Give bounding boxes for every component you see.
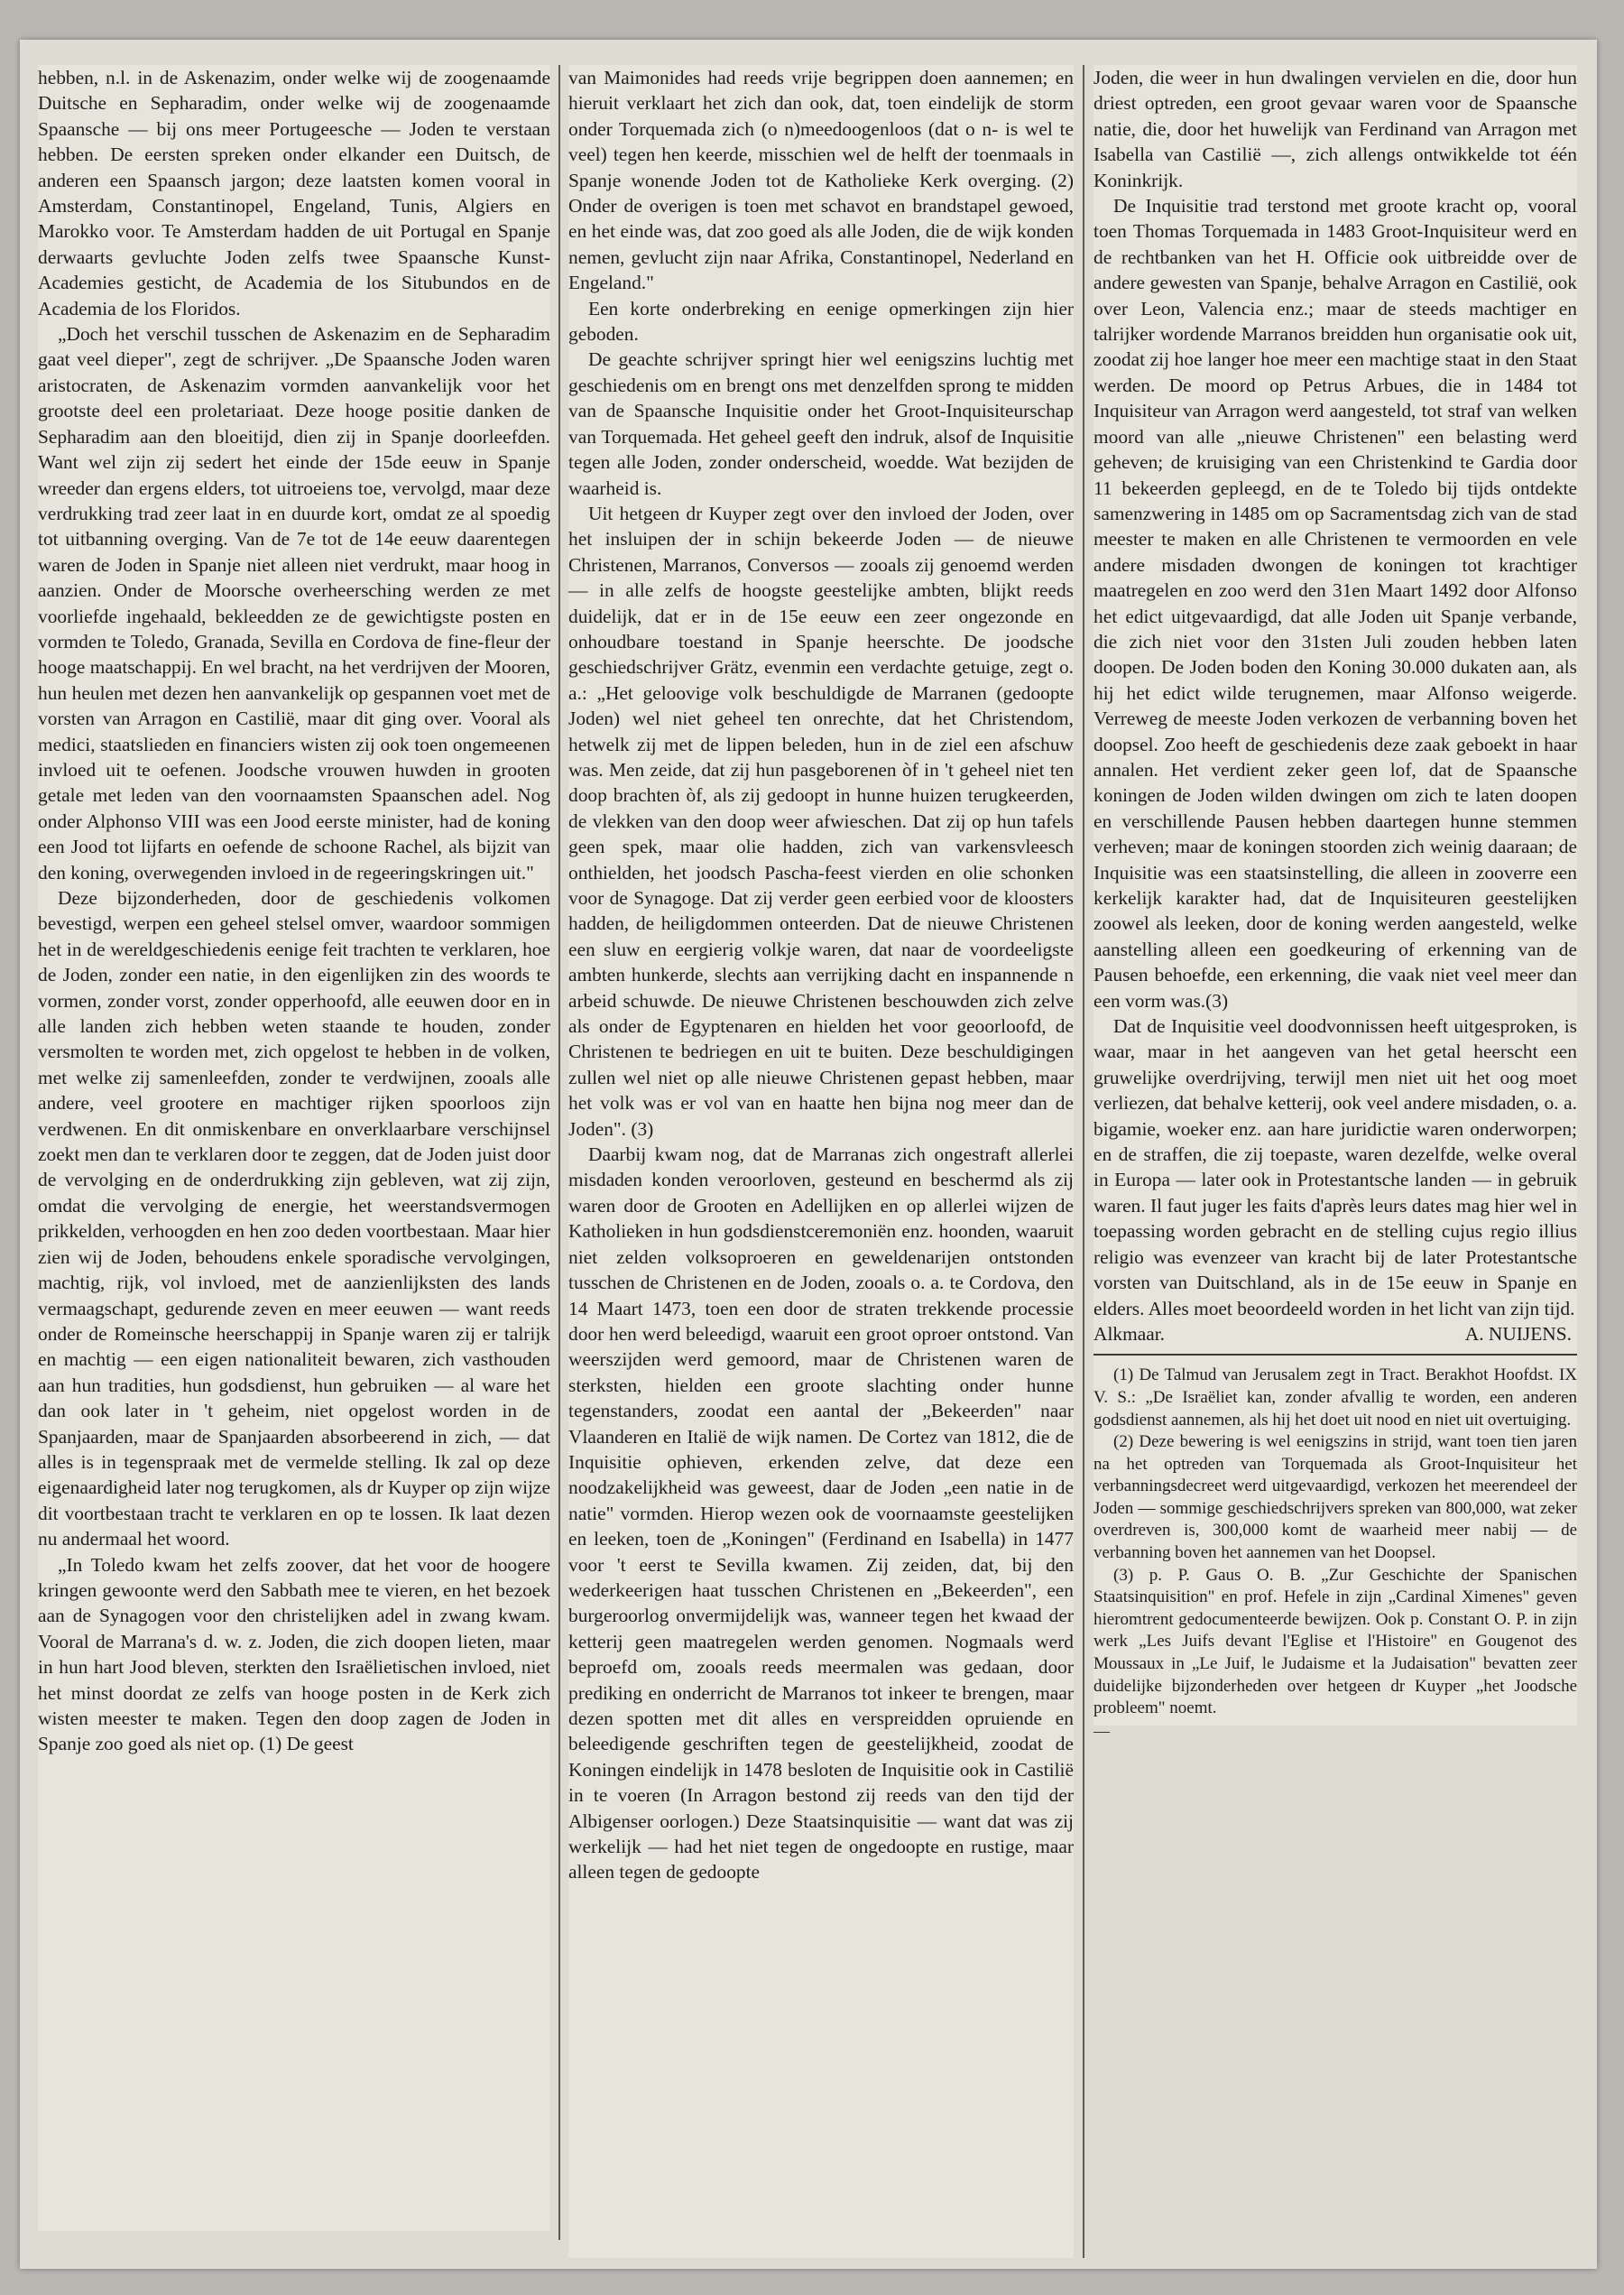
article-signature [1093, 1321, 1577, 1346]
footnote-divider [1093, 1354, 1577, 1356]
article-paragraph: „Doch het verschil tusschen de Askenazim en de Sepharadim gaat veel dieper", zegt de schrijver. „De Spaansche Joden waren aristocraten, de Askenazim vormden aanvankelijk voor het grootste deel een proletariaat. Deze hooge positie danken de Sepharadim aan den bloeitijd, dien zij in Spanje doorleefden. Want wel zijn zij sedert het einde der 15de eeuw in Spanje wreeder dan ergens elders, tot uitroeiens toe, vervolgd, maar deze verdrukking trad zeer laat in en duurde kort, omdat ze al spoedig tot uitbanning overging. Van de 7e tot de 14e eeuw daarentegen waren de Joden in Spanje niet alleen niet verdrukt, maar hoog in aanzien. Onder de Moorsche overheersching werden ze met voorliefde ingehaald, bekleedden ze de gewichtigste posten en vormden te Toledo, Granada, Sevilla en Cordova de fine-fleur der hooge maatschappij. En wel bracht, na het verdrijven der Mooren, hun heulen met dezen hen aanvankelijk op gespannen voet met de vorsten van Arragon en Castilië, maar dit ging over. Vooral als medici, staatslieden en financiers wisten zij ook toen ongemeenen invloed uit te oefenen. Joodsche vrouwen huwden in grooten getale met leden van den voornaamsten Spaanschen adel. Nog onder Alphonso VIII was een Jood eerste minister, had de koning een Jood tot lijfarts en oefende de schoone Rachel, als bijzit van den koning, overwegenden invloed in de regeeringskringen uit." [38, 323, 550, 884]
article-paragraph: De Inquisitie trad terstond met groote kracht op, vooral toen Thomas Torquemada in 1483 Groot-Inquisiteur werd en de rechtbanken van het H. Officie ook uitbreidde over de andere gewesten van Spanje, behalve Arragon en Castilië, ook over Leon, Valencia enz.; maar de steeds machtiger en talrijker wordende Marranos breidden hun organisatie ook uit, zoodat zij hoe langer hoe meer een machtige staat in den Staat werden. De moord op Petrus Arbues, die in 1484 tot Inquisiteur van Arragon werd aangesteld, tot straf van welken moord van alle „nieuwe Christenen" een belasting werd geheven; de kruisiging van een Christenkind te Gardia door 11 bekeerden gepleegd, en de te Toledo bij tijds ontdekte samenzwering in 1485 om op Sacramentsdag zich van de stad meester te maken en alle Christenen te vermoorden en vele andere misdaden dwongen de koningen tot krachtiger maatregelen en zoo werd den 31en Maart 1492 door Alfonso het edict uitgevaardigd, dat alle Joden uit Spanje verbande, die zich niet voor den 31sten Juli zouden hebben laten doopen. De Joden boden den Koning 30.000 dukaten aan, als hij het edict wilde terugnemen, maar Alfonso weigerde. Verreweg de meeste Joden verkozen de verbanning boven het doopsel. Zoo heeft de geschiedenis deze zaak geboekt in haar annalen. Het verdient zeker geen lof, dat de Spaansche koningen de Joden wilden dwingen om zich te laten doopen en verschillende Pausen hebben daartegen hunne stemmen verheven; maar de koningen stoorden zich weinig daaraan; de Inquisitie was een staatsinstelling, die alleen in zooverre een kerkelijk karakter had, dat de Inquisiteuren geestelijken zoowel als leeken, door de koning werden aangesteld, welke aanstelling alleen een goedkeuring of erkenning van de Pausen behoefde, een erkenning, die vaak niet veel meer dan een vorm was.(3) [1093, 195, 1577, 1012]
end-mark: — [1093, 1721, 1110, 1740]
article-paragraph: Dat de Inquisitie veel doodvonnissen heeft uitgesproken, is waar, maar in het aangeven van het getal heerscht een gruwelijke overdrijving, terwijl men niet uit het oog moet verliezen, dat behalve ketterij, ook veel andere misdaden, o. a. bigamie, woeker enz. aan hare juridictie waren onderworpen; en de straffen, die zij toepaste, waren dezelfde, welke overal in Europa — later ook in Protestantsche landen — in gebruik waren. Il faut juger les faits d'après leurs dates mag hier wel in toepassing worden gebracht en de stelling cujus regio illius religio was evenzeer van kracht bij de later Protestantsche vorsten van Duitschland, als in de 15e eeuw in Spanje en elders. Alles moet beoordeeld worden in het licht van zijn tijd. [1093, 1015, 1577, 1319]
article-paragraph: hebben, n.l. in de Askenazim, onder welke wij de zoogenaamde Duitsche en Sepharadim, onder welke wij de zoogenaamde Spaansche — bij ons meer Portugeesche — Joden te verstaan hebben. De eersten spreken onder elkander een Duitsch, de anderen een Spaansch jargon; deze laatsten komen vooral in Amsterdam, Constantinopel, Engeland, Tunis, Algiers en Marokko voor. Te Amsterdam hadden de uit Portugal en Spanje derwaarts gevluchte Joden zelfs twee Spaansche Kunst-Academies gesticht, de Academia de los Situbundos en de Academia de los Floridos. [38, 67, 550, 319]
article-column-3 [1093, 65, 1577, 1740]
column-divider [558, 65, 560, 2240]
article-paragraph: Uit hetgeen dr Kuyper zegt over den invloed der Joden, over het insluipen der in schijn bekeerde Joden — de nieuwe Christenen, Marranos, Conversos — zooals zij genoemd werden — in alle zelfs de hoogste geestelijke ambten, blijkt reeds duidelijk, dat er in de 15e eeuw een zeer ongezonde en onhoudbare toestand in Spanje heerschte. De joodsche geschiedschrijver Grätz, evenmin een verdachte getuige, zegt o. a.: „Het geloovige volk beschuldigde de Marranen (gedoopte Joden) wel niet geheel ten onrechte, dat het Christendom, hetwelk zij met de lippen beleden, hun in de ziel een afschuw was. Men zeide, dat zij hun pasgeborenen òf in 't geheel niet ten doop brachten òf, als zij gedoopt in hunne huizen terugkeerden, de vlekken van den doop weer afwieschen. Dat zij op hun tafels geen spek, maar olie hadden, zich van varkensvleesch onthielden, het joodsch Pascha-feest vierden en olie schonken voor de Synagoge. Dat zij verder geen eerbied voor de kloosters hadden, de heiligdommen onteerden. Dat de nieuwe Christenen een sluw en eergierig volkje waren, dat naar de voordeeligste ambten hunkerde, slechts aan verrijking dacht en inspannende n arbeid schuwde. De nieuwe Christenen beschouwden zich zelve als onder de Egyptenaren en hielden het voor geoorloofd, de Christenen te bedriegen en uit te buiten. Deze beschuldigingen zullen wel niet op alle nieuwe Christenen gepast hebben, maar het volk was er vol van en haatte hen bijna nog meer dan de Joden". (3) [568, 502, 1074, 1140]
article-column-1 [38, 65, 550, 2231]
footnote: (1) De Talmud van Jerusalem zegt in Tract. Berakhot Hoofdst. IX V. S.: „De Israëliet kan, zonder afvallig te worden, een anderen godsdienst aannemen, als hij het doet uit nood en niet uit overtuiging. [1093, 1365, 1577, 1430]
article-paragraph: Joden, die weer in hun dwalingen vervielen en die, door hun driest optreden, een groot gevaar waren voor de Spaansche natie, die, door het huwelijk van Ferdinand van Arragon met Isabella van Castilië —, zich allengs ontwikkelde tot één Koninkrijk. [1093, 67, 1577, 191]
signature-author: A. NUIJENS. [1464, 1322, 1572, 1345]
article-paragraph: De geachte schrijver springt hier wel eenigszins luchtig met geschiedenis om en brengt ons met denzelfden sprong te midden van de Spaansche Inquisitie onder het Groot-Inquisiteurschap van Torquemada. Het geheel geeft den indruk, alsof de Inquisitie tegen alle Joden, zonder onderscheid, woedde. Wat bezijden de waarheid is. [568, 348, 1074, 499]
article-paragraph: Deze bijzonderheden, door de geschiedenis volkomen bevestigd, werpen een geheel stelsel omver, waardoor sommigen het in de wereldgeschiedenis eenige feit trachten te verklaren, hoe de Joden, zonder een natie, in den eigenlijken zin des woords te vormen, zonder vorst, zonder opperhoofd, alle eeuwen door en in alle landen zich hebben weten staande te houden, zonder versmolten te worden met, zich opgelost te hebben in de volken, met welke zij samenleefden, zonder te verdwijnen, zooals alle andere, veel grootere en machtiger rijken spoorloos zijn verdwenen. En dit onmiskenbare en onverklaarbare verschijnsel zoekt men dan te verklaren door te zeggen, dat de Joden juist door de vervolging en de onderdrukking zijn gebleven, wat zij zijn, omdat die vervolging de energie, het weerstandsvermogen prikkelden, verhoogden en hen zoo deden voortbestaan. Maar hier zien wij de Joden, behoudens enkele sporadische vervolgingen, machtig, rijk, vol invloed, met de aanzienlijksten des lands vermaagschapt, gedurende zeven en meer eeuwen — want reeds onder de Romeinsche heerschappij in Spanje waren zij er talrijk en machtig — een eigen nationaliteit bewaren, zich vasthouden aan hun tradities, hun godsdienst, hun gebruiken — al ware het dan ook later in 't geheim, niet opgelost worden in de Spanjaarden, maar de Spanjaarden absorbeerend in zich, — dat alles is in tegenspraak met de vermelde stelling. Ik zal op deze eigenaardigheid later nog terugkomen, als dr Kuyper op zijn wijze dit voortbestaan tracht te verklaren en op te lossen. Ik laat dezen nu andermaal het woord. [38, 887, 550, 1550]
footnote: (3) p. P. Gaus O. B. „Zur Geschichte der Spanischen Staatsinquisition" en prof. Hefele in zijn „Cardinal Ximenes" geven hieromtrent gedocumenteerde bewijzen. Ook p. Constant O. P. in zijn werk „Les Juifs devant l'Eglise et l'Histoire" en Gougenot des Moussaux in „Le Juif, le Judaisme et la Judaisation" bevatten zeer duidelijke bijzonderheden over hetgeen dr Kuyper „het Joodsche probleem" noemt. [1093, 1565, 1577, 1718]
signature-place: Alkmaar. [1093, 1322, 1166, 1345]
article-paragraph: „In Toledo kwam het zelfs zoover, dat het voor de hoogere kringen gewoonte werd den Sabbath mee te vieren, en het bezoek aan de Synagogen voor den christelijken adel in zwang kwam. Vooral de Marrana's d. w. z. Joden, die zich doopen lieten, maar in hun hart Jood bleven, sterkten den Israëlietischen invloed, niet het minst doordat ze zelfs van hooge posten in de Kerk zich wisten meester te maken. Tegen den doop zagen de Joden in Spanje zoo goed als niet op. (1) De geest [38, 1553, 550, 1755]
footnotes [1093, 1365, 1577, 1740]
article-paragraph: Daarbij kwam nog, dat de Marranas zich ongestraft allerlei misdaden konden veroorloven, gesteund en beschermd als zij waren door de Grooten en Adellijken en op allerlei wijzen de Katholieken in hun godsdienstceremoniën enz. hoonden, waaruit niet zelden volksoproeren en geweldenarijen ontstonden tusschen de Christenen en de Joden, zooals o. a. te Cordova, den 14 Maart 1473, toen een door de straten trekkende processie door hen werd beleedigd, waaruit een groot oproer ontstond. Van weerszijden werd gemoord, maar de Christenen waren de sterksten, hielden een groote slachting onder hunne tegenstanders, zoodat een aantal der „Bekeerden" naar Vlaanderen en Italië de wijk namen. De Cortez van 1812, die de Inquisitie ophieven, erkenden zelve, dat deze een noodzakelijkheid was geweest, daar de Joden „een natie in de natie" vormden. Hierop wezen ook de voornaamste geestelijken en leeken, toen de „Koningen" (Ferdinand en Isabella) in 1477 voor 't eerst te Sevilla kwamen. Zij zeiden, dat, bij den wederkeerigen haat tusschen Christenen en „Bekeerden", een burgeroorlog onvermijdelijk was, wanneer tegen het kwaad der ketterij geen maatregelen werden genomen. Nogmaals werd beproefd om, zooals reeds meermalen was gedaan, door prediking en onderricht de Marranos tot inkeer te brengen, maar dezen spotten met dit alles en verspreidden opruiende en beleedigende geschriften tegen de geestelijkheid, zoodat de Koningen eindelijk in 1478 besloten de Inquisitie ook in Castilië in te voeren (In Arragon bestond zij reeds van den tijd der Albigenser oorlogen.) Deze Staatsinquisitie — want dat was zij werkelijk — had het niet tegen de ongedoopte en rustige, maar alleen tegen de gedoopte [568, 1143, 1074, 1883]
column-divider [1083, 65, 1084, 2258]
article-column-2 [568, 65, 1074, 2258]
newspaper-clipping [20, 40, 1597, 2269]
footnote: (2) Deze bewering is wel eenigszins in strijd, want toen tien jaren na het optreden van Torquemada als Groot-Inquisiteur het verbanningsdecreet werd uitgevaardigd, verkozen het meerendeel der Joden — sommige geschiedschrijvers spreken van 800,000, wat zeker overdreven is, 300,000 komt de waarheid meer nabij — de verbanning boven het aannemen van het Doopsel. [1093, 1432, 1577, 1563]
article-paragraph: Een korte onderbreking en eenige opmerkingen zijn hier geboden. [568, 297, 1074, 346]
article-paragraph: van Maimonides had reeds vrije begrippen doen aannemen; en hieruit verklaart het zich dan ook, dat, toen eindelijk de storm onder Torquemada zich (o n)meedoogenloos (dat o n- is wel te veel) tegen hen keerde, misschien wel de helft der toenmaals in Spanje wonende Joden tot de Katholieke Kerk overging. (2) Onder de overigen is toen met schavot en brandstapel gewoed, en het einde was, dat zoo goed als alle Joden, die de wijk konden nemen, gevlucht zijn naar Afrika, Constantinopel, Nederland en Engeland." [568, 67, 1074, 294]
